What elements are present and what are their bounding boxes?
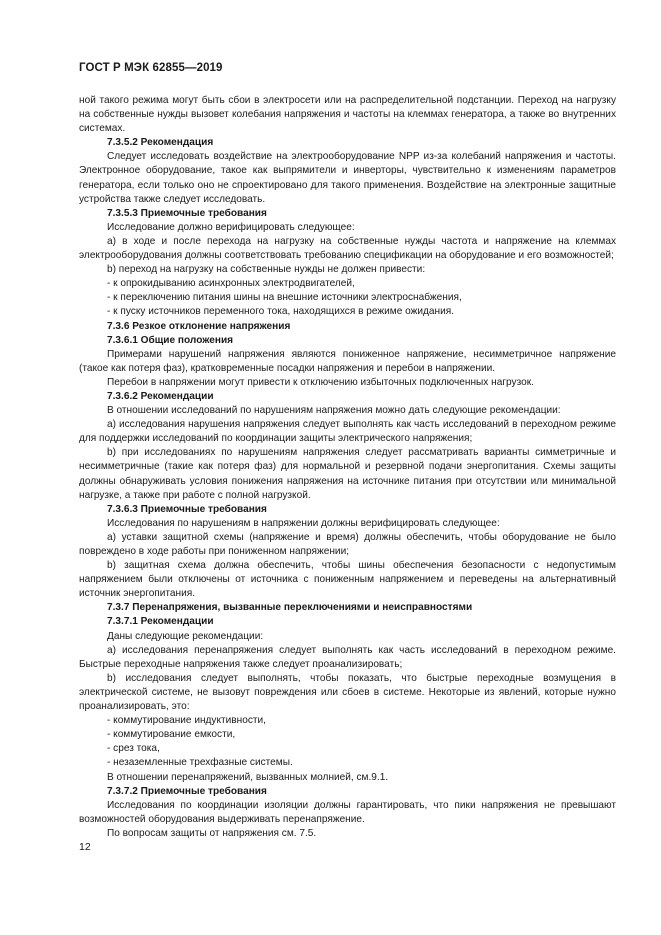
section-heading: 7.3.6.3 Приемочные требования bbox=[107, 503, 267, 515]
document-body bbox=[79, 94, 616, 841]
list-item: - к опрокидыванию асинхронных электродвигателей, bbox=[107, 278, 355, 290]
page-number: 12 bbox=[79, 841, 91, 853]
paragraph: Исследования по координации изоляции должны гарантировать, что пики напряжения не превышают возможностей оборудования выдерживать перенапряжение. bbox=[79, 799, 616, 825]
paragraph: b) защитная схема должна обеспечить, чтобы шины обеспечения безопасности с недопустимым напряжением были отключены от источника с пониженным напряжением и переведены на альтернативный источник энергопитания. bbox=[79, 560, 616, 600]
paragraph-continuation: ной такого режима могут быть сбои в электросети или на распределительной подстанции. Переход на нагрузку на собственные нужды вызовет колебания напряжения и частоты на клеммах генератора, а также во внутренних системах. bbox=[79, 95, 616, 135]
paragraph: Даны следующие рекомендации: bbox=[107, 630, 264, 642]
paragraph: b) при исследованиях по нарушениям напряжения следует рассматривать варианты симметричные и несимметричные (такие как потеря фаз) для нормальной и резервной подачи энергопитания. Схемы защиты должны обнаруживать условия понижения напряжения на источнике питания при отсутствии или минимальной нагрузке, а также при работе с полной нагрузкой. bbox=[79, 447, 616, 501]
paragraph: b) исследования следует выполнять, чтобы показать, что быстрые переходные возмущения в электрической системе, не вызовут повреждения или сбоев в системе. Некоторые из явлений, которые нужно проанализировать, это: bbox=[79, 672, 616, 713]
paragraph: a) уставки защитной схемы (напряжение и время) должны обеспечить, чтобы оборудование не было повреждено в ходе работы при пониженном напряжении; bbox=[79, 531, 616, 557]
section-heading: 7.3.6 Резкое отклонение напряжения bbox=[107, 320, 291, 332]
paragraph: Исследование должно верифицировать следующее: bbox=[107, 221, 355, 233]
paragraph: Исследования по нарушениям в напряжении должны верифицировать следующее: bbox=[107, 517, 500, 529]
paragraph: a) исследования нарушения напряжения следует выполнять как часть исследований в переходном режиме для поддержки исследований по координации защиты электрического напряжения; bbox=[79, 419, 616, 445]
paragraph: a) в ходе и после перехода на нагрузку на собственные нужды частота и напряжение на клеммах электрооборудования должны соответствовать требованию спецификации на оборудование и его возможностей; bbox=[79, 235, 616, 262]
section-heading: 7.3.7.1 Рекомендации bbox=[107, 616, 214, 628]
paragraph: В отношении исследований по нарушениям напряжения можно дать следующие рекомендации: bbox=[107, 405, 561, 417]
section-heading: 7.3.5.2 Рекомендация bbox=[107, 137, 214, 149]
list-item: - к переключению питания шины на внешние источники электроснабжения, bbox=[107, 292, 462, 304]
paragraph: В отношении перенапряжений, вызванных молнией, см.9.1. bbox=[107, 771, 389, 783]
paragraph: По вопросам защиты от напряжения см. 7.5. bbox=[107, 827, 317, 839]
paragraph: Следует исследовать воздействие на электрооборудование NPP из-за колебаний напряжения и частоты. Электронное оборудование, такое как выпрямители и инверторы, чувствительно к изменениям параметров генератора, если только оно не спроектировано для такого применения. Воздействие на электронные защитные устройства также следует исследовать. bbox=[79, 151, 616, 205]
list-item: - коммутирование индуктивности, bbox=[107, 715, 266, 727]
section-heading: 7.3.6.1 Общие положения bbox=[107, 334, 234, 346]
section-heading: 7.3.6.2 Рекомендации bbox=[107, 390, 214, 402]
paragraph: a) исследования перенапряжения следует выполнять как часть исследований в переходном режиме. Быстрые переходные напряжения также следует проанализировать; bbox=[79, 644, 616, 670]
paragraph: Перебои в напряжении могут привести к отключению избыточных подключенных нагрузок. bbox=[107, 376, 534, 388]
document-header: ГОСТ Р МЭК 62855—2019 bbox=[79, 62, 223, 74]
list-item: - коммутирование емкости, bbox=[107, 729, 236, 741]
list-item: - незаземленные трехфазные системы. bbox=[107, 757, 293, 769]
section-heading: 7.3.7 Перенапряжения, вызванные переключениями и неисправностями bbox=[107, 602, 473, 614]
section-heading: 7.3.5.3 Приемочные требования bbox=[107, 207, 267, 219]
list-item: - к пуску источников переменного тока, находящихся в режиме ожидания. bbox=[107, 306, 455, 318]
section-heading: 7.3.7.2 Приемочные требования bbox=[107, 785, 267, 797]
paragraph: Примерами нарушений напряжения являются пониженное напряжение, несимметричное напряжение (такое как потеря фаз), кратковременные посадки напряжения и перебои в напряжении. bbox=[79, 348, 616, 374]
paragraph: b) переход на нагрузку на собственные нужды не должен привести: bbox=[107, 264, 426, 276]
list-item: - срез тока, bbox=[107, 743, 160, 755]
